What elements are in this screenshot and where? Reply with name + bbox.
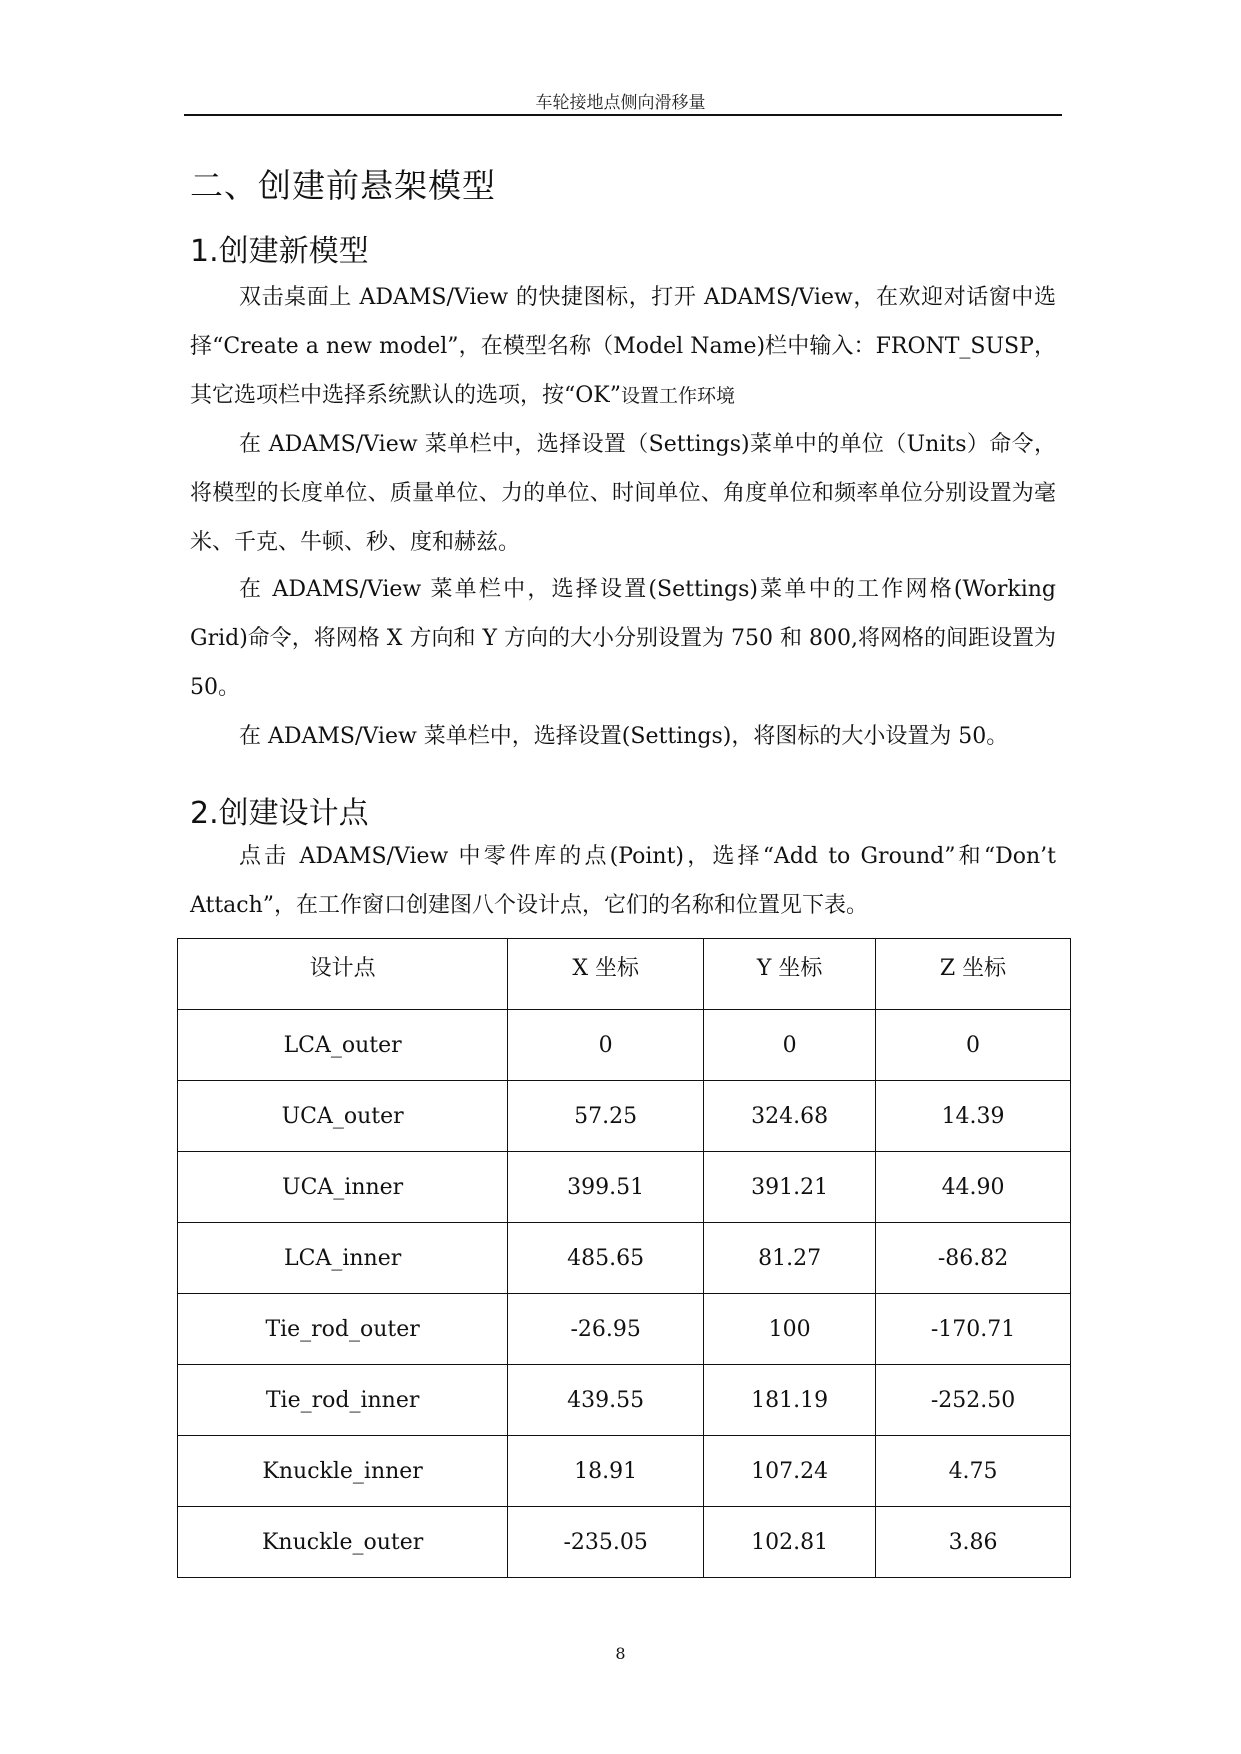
point-name-cell: UCA_inner xyxy=(178,1152,508,1223)
table-row xyxy=(178,1436,1071,1507)
y-value-cell: 102.81 xyxy=(704,1507,876,1578)
z-value-cell: 3.86 xyxy=(876,1507,1071,1578)
header-y-coordinate: Y 坐标 xyxy=(704,939,876,1010)
table-header-row xyxy=(178,939,1071,1010)
section-heading: 二、创建前悬架模型 xyxy=(190,166,496,205)
z-value-cell: -170.71 xyxy=(876,1294,1071,1365)
subsection-2-heading: 2.创建设计点 xyxy=(190,796,369,831)
z-value-cell: 0 xyxy=(876,1010,1071,1081)
z-value-cell: -86.82 xyxy=(876,1223,1071,1294)
paragraph-create-model-tail: 设置工作环境 xyxy=(620,385,735,407)
y-value-cell: 324.68 xyxy=(704,1081,876,1152)
design-points-table xyxy=(177,938,1071,1578)
page-number: 8 xyxy=(615,1644,626,1663)
y-value-cell: 100 xyxy=(704,1294,876,1365)
header-rule xyxy=(184,114,1062,116)
table-row xyxy=(178,1294,1071,1365)
point-name-cell: Knuckle_outer xyxy=(178,1507,508,1578)
table-row xyxy=(178,1365,1071,1436)
z-value-cell: 4.75 xyxy=(876,1436,1071,1507)
paragraph-design-points: 点击 ADAMS/View 中零件库的点(Point)，选择“Add to Ground”和“Don’t Attach”，在工作窗口创建图八个设计点，它们的名称和位置见下表。 xyxy=(190,844,1056,918)
paragraph-create-model-text: 双击桌面上 ADAMS/View 的快捷图标，打开 ADAMS/View，在欢迎对话窗中选择“Create a new model”，在模型名称（Model Name)栏中输入：FRONT_SUSP，其它选项栏中选择系统默认的选项，按“OK” xyxy=(190,285,1056,408)
z-value-cell: -252.50 xyxy=(876,1365,1071,1436)
paragraph-units: 在 ADAMS/View 菜单栏中，选择设置（Settings)菜单中的单位（Units）命令，将模型的长度单位、质量单位、力的单位、时间单位、角度单位和频率单位分别设置为毫米、千克、牛顿、秒、度和赫兹。 xyxy=(190,432,1056,555)
table-row xyxy=(178,1507,1071,1578)
y-value-cell: 391.21 xyxy=(704,1152,876,1223)
paragraph-create-model xyxy=(190,273,1056,421)
y-value-cell: 107.24 xyxy=(704,1436,876,1507)
running-header-title: 车轮接地点侧向滑移量 xyxy=(535,93,706,113)
table-row xyxy=(178,1081,1071,1152)
x-value-cell: 0 xyxy=(508,1010,704,1081)
y-value-cell: 81.27 xyxy=(704,1223,876,1294)
x-value-cell: 399.51 xyxy=(508,1152,704,1223)
point-name-cell: Tie_rod_outer xyxy=(178,1294,508,1365)
y-value-cell: 181.19 xyxy=(704,1365,876,1436)
x-value-cell: -235.05 xyxy=(508,1507,704,1578)
z-value-cell: 14.39 xyxy=(876,1081,1071,1152)
x-value-cell: 485.65 xyxy=(508,1223,704,1294)
table-row xyxy=(178,1010,1071,1081)
x-value-cell: -26.95 xyxy=(508,1294,704,1365)
header-z-coordinate: Z 坐标 xyxy=(876,939,1071,1010)
paragraph-icon-size: 在 ADAMS/View 菜单栏中，选择设置(Settings)，将图标的大小设置为 50。 xyxy=(239,724,1009,749)
header-design-point: 设计点 xyxy=(178,939,508,1010)
x-value-cell: 439.55 xyxy=(508,1365,704,1436)
point-name-cell: UCA_outer xyxy=(178,1081,508,1152)
x-value-cell: 57.25 xyxy=(508,1081,704,1152)
header-x-coordinate: X 坐标 xyxy=(508,939,704,1010)
table-row xyxy=(178,1152,1071,1223)
x-value-cell: 18.91 xyxy=(508,1436,704,1507)
subsection-1-heading: 1.创建新模型 xyxy=(190,234,369,269)
point-name-cell: LCA_inner xyxy=(178,1223,508,1294)
table-row xyxy=(178,1223,1071,1294)
y-value-cell: 0 xyxy=(704,1010,876,1081)
z-value-cell: 44.90 xyxy=(876,1152,1071,1223)
point-name-cell: LCA_outer xyxy=(178,1010,508,1081)
point-name-cell: Tie_rod_inner xyxy=(178,1365,508,1436)
paragraph-working-grid: 在 ADAMS/View 菜单栏中，选择设置(Settings)菜单中的工作网格(Working Grid)命令，将网格 X 方向和 Y 方向的大小分别设置为 750 和 800,将网格的间距设置为 50。 xyxy=(190,577,1056,700)
point-name-cell: Knuckle_inner xyxy=(178,1436,508,1507)
